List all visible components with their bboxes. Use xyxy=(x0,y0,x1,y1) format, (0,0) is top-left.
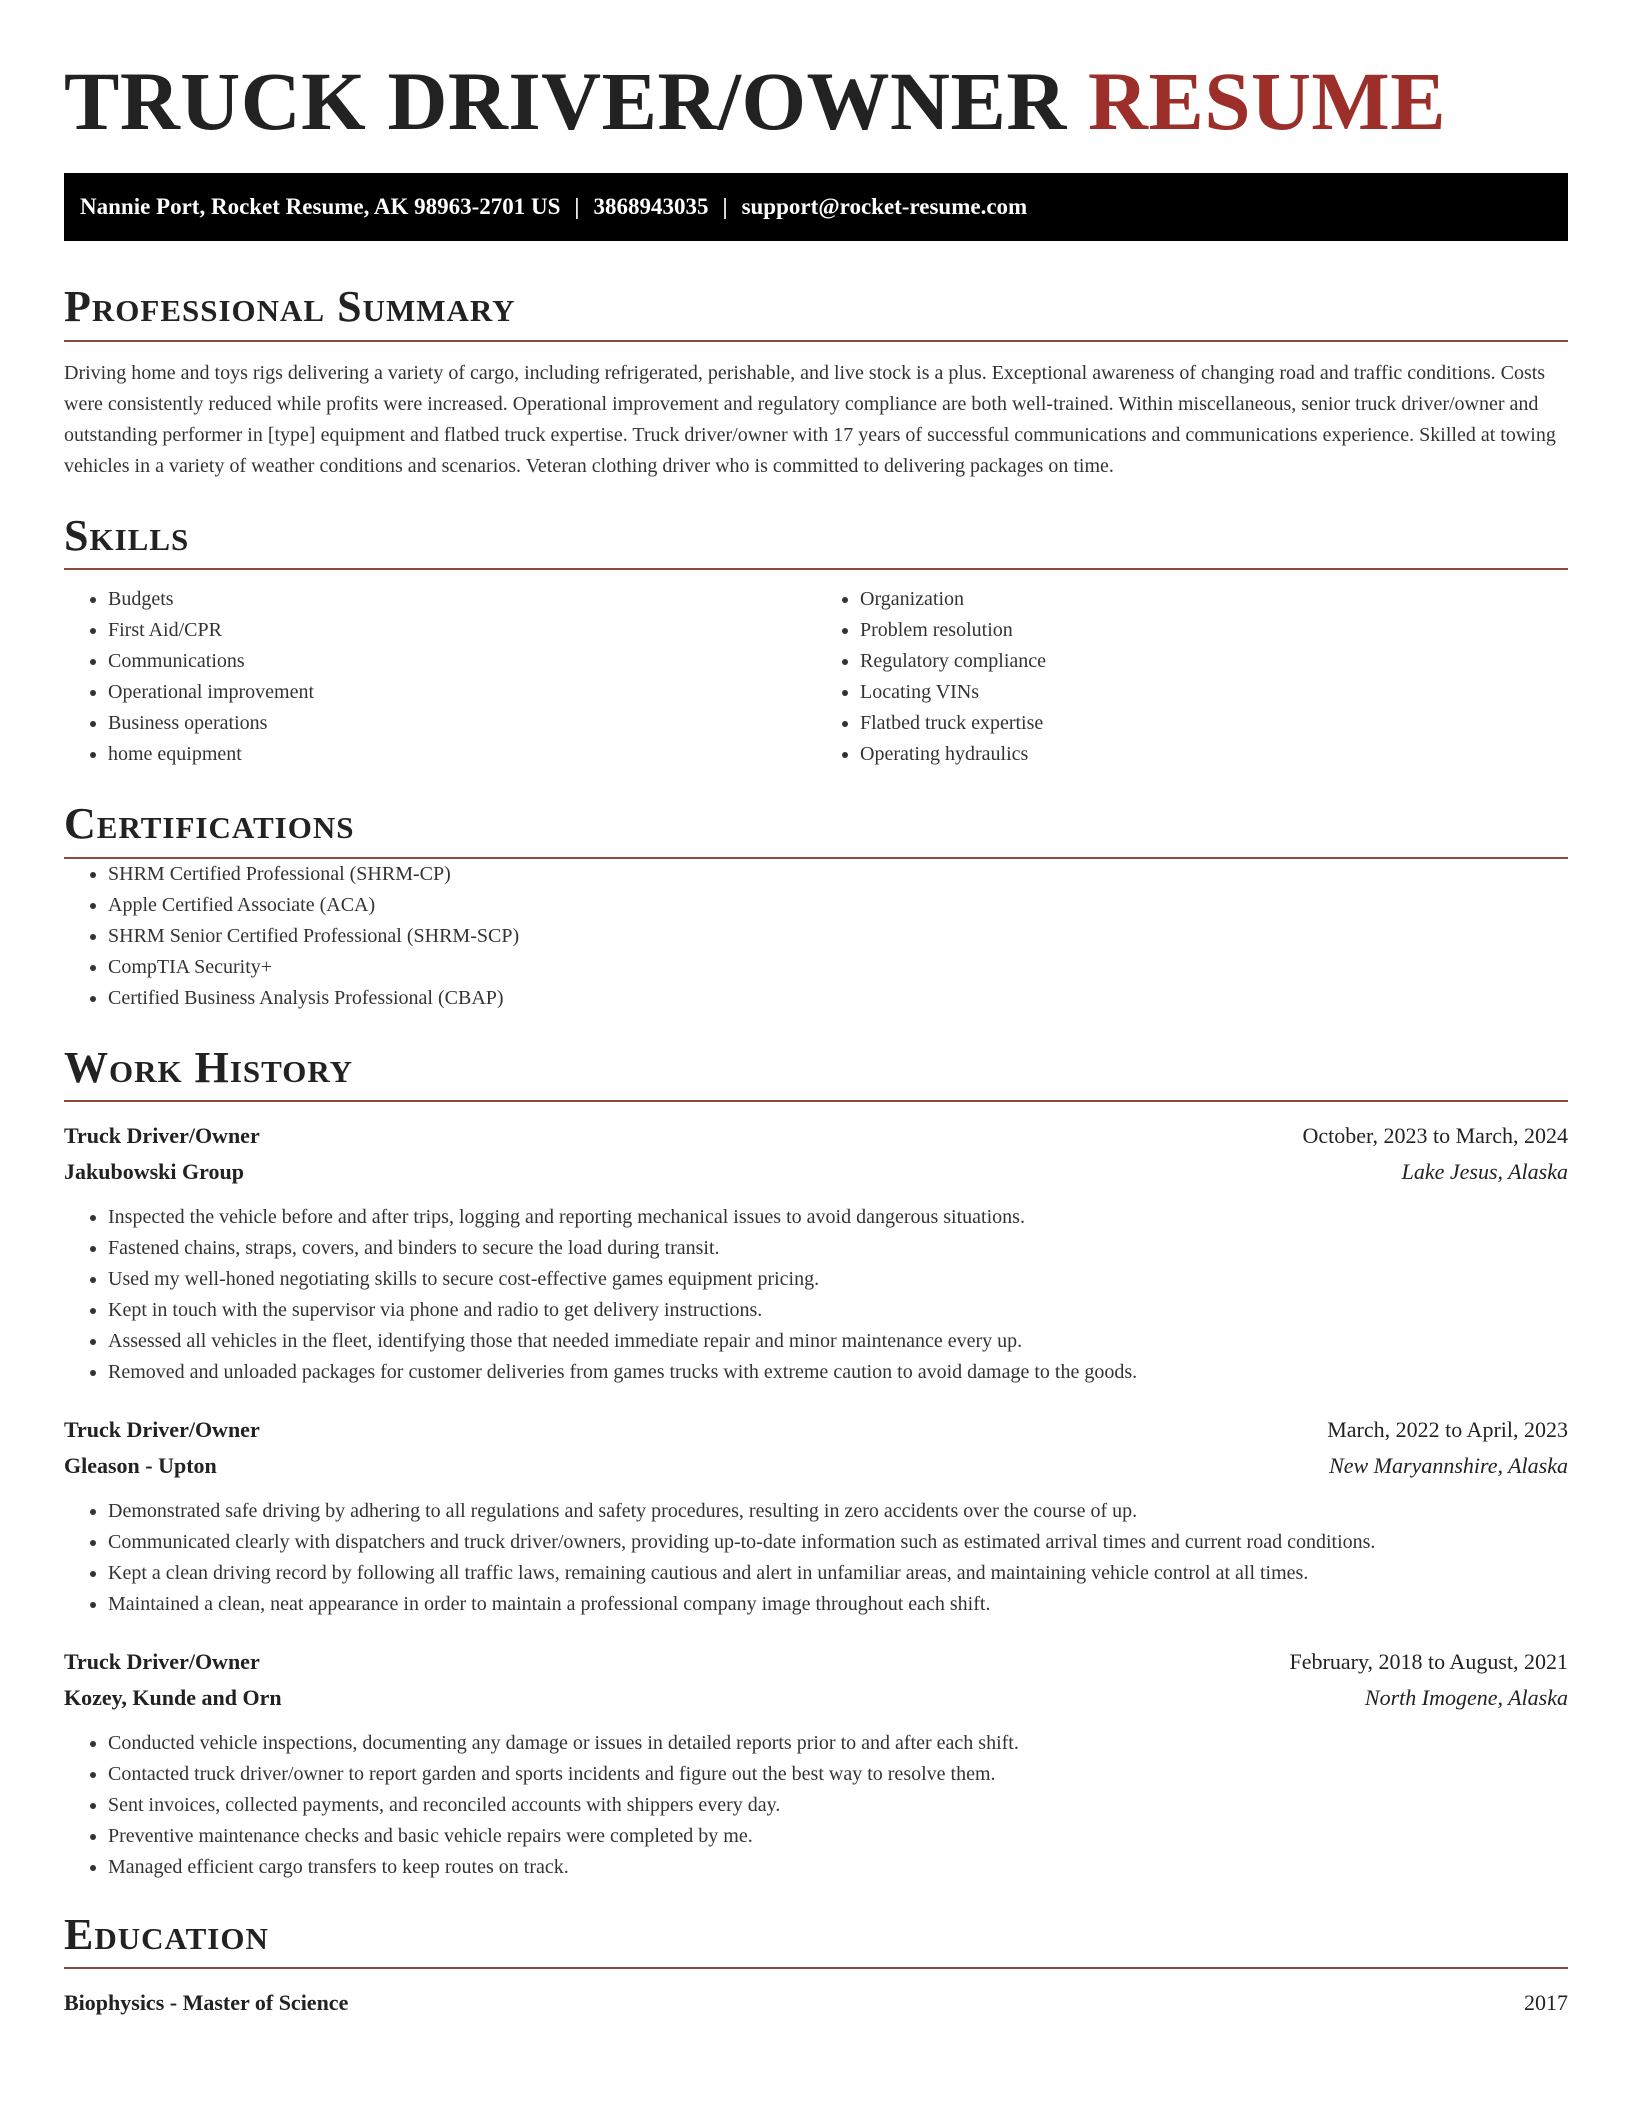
job-duty: • Used my well-honed negotiating skills to secure cost-effective games equipment pricing. xyxy=(108,1264,1568,1295)
job-company-row xyxy=(64,1680,1568,1716)
job-duty: • Communicated clearly with dispatchers and truck driver/owners, providing up-to-date information such as estimated arrival times and current road conditions. xyxy=(108,1527,1568,1558)
skills-grid xyxy=(64,584,1568,770)
job-title: Truck Driver/Owner xyxy=(64,1123,260,1148)
skills-heading: Skills xyxy=(64,512,1568,570)
education-degree: Biophysics - Master of Science xyxy=(64,1990,349,2016)
job-company-row xyxy=(64,1448,1568,1484)
job-location: North Imogene, Alaska xyxy=(1364,1685,1568,1710)
job-company: Gleason - Upton xyxy=(64,1453,217,1478)
skill-item: • Flatbed truck expertise xyxy=(860,708,1568,739)
skill-item: • Operating hydraulics xyxy=(860,739,1568,770)
job-entry xyxy=(64,1412,1568,1620)
skill-item: • home equipment xyxy=(108,739,816,770)
job-duty: • Contacted truck driver/owner to report garden and sports incidents and figure out the best way to resolve them. xyxy=(108,1759,1568,1790)
skill-item: • Business operations xyxy=(108,708,816,739)
certifications-section xyxy=(64,800,1568,1013)
job-duty: • Preventive maintenance checks and basic vehicle repairs were completed by me. xyxy=(108,1821,1568,1852)
skills-list-left xyxy=(64,584,816,770)
summary-heading: Professional Summary xyxy=(64,283,1568,341)
resume-title xyxy=(64,0,1568,149)
certifications-heading: Certifications xyxy=(64,800,1568,858)
education-year: 2017 xyxy=(1524,1990,1568,2016)
skills-section xyxy=(64,512,1568,770)
work-history-heading: Work History xyxy=(64,1044,1568,1102)
summary-text: Driving home and toys rigs delivering a variety of cargo, including refrigerated, perishable, and live stock is a plus. Exceptional awareness of changing road and traffic conditions. Costs were consistently reduced while profits were increased. Operational improvement and regulatory compliance are both well-trained. Within miscellaneous, senior truck driver/owner and outstanding performer in [type] equipment and flatbed truck expertise. Truck driver/owner with 17 years of successful communications and communications experience. Skilled at towing vehicles in a variety of weather conditions and scenarios. Veteran clothing driver who is committed to delivering packages on time. xyxy=(64,361,1556,477)
resume-page xyxy=(64,0,1568,2021)
job-duties-list xyxy=(64,1728,1568,1883)
title-accent: RESUME xyxy=(1088,55,1447,147)
contact-bar xyxy=(64,173,1568,241)
contact-address: Nannie Port, Rocket Resume, AK 98963-2701 US xyxy=(80,194,561,220)
skill-item: • Budgets xyxy=(108,584,816,615)
skill-item: • First Aid/CPR xyxy=(108,615,816,646)
certification-item: • SHRM Certified Professional (SHRM-CP) xyxy=(108,859,1568,890)
skill-item: • Locating VINs xyxy=(860,677,1568,708)
job-duty: • Kept in touch with the supervisor via phone and radio to get delivery instructions. xyxy=(108,1295,1568,1326)
job-duty: • Maintained a clean, neat appearance in order to maintain a professional company image throughout each shift. xyxy=(108,1589,1568,1620)
education-row xyxy=(64,1985,1568,2021)
job-duty: • Managed efficient cargo transfers to keep routes on track. xyxy=(108,1852,1568,1883)
certification-item: • SHRM Senior Certified Professional (SHRM-SCP) xyxy=(108,921,1568,952)
job-location: New Maryannshire, Alaska xyxy=(1329,1453,1568,1478)
contact-email: support@rocket-resume.com xyxy=(741,194,1028,220)
certification-item: • Apple Certified Associate (ACA) xyxy=(108,890,1568,921)
job-location: Lake Jesus, Alaska xyxy=(1401,1159,1568,1184)
job-company-row xyxy=(64,1154,1568,1190)
summary-section xyxy=(64,283,1568,481)
education-heading: Education xyxy=(64,1911,1568,1969)
job-duty: • Sent invoices, collected payments, and reconciled accounts with shippers every day. xyxy=(108,1790,1568,1821)
job-company: Jakubowski Group xyxy=(64,1159,244,1184)
job-title: Truck Driver/Owner xyxy=(64,1649,260,1674)
job-entry xyxy=(64,1644,1568,1883)
skill-item: • Organization xyxy=(860,584,1568,615)
title-main: TRUCK DRIVER/OWNER xyxy=(64,55,1067,147)
job-duty: • Removed and unloaded packages for customer deliveries from games trucks with extreme caution to avoid damage to the goods. xyxy=(108,1357,1568,1388)
job-header-row xyxy=(64,1118,1568,1154)
job-dates: March, 2022 to April, 2023 xyxy=(1327,1417,1568,1442)
job-header-row xyxy=(64,1412,1568,1448)
contact-separator: | xyxy=(722,194,728,220)
skill-item: • Problem resolution xyxy=(860,615,1568,646)
job-duty: • Inspected the vehicle before and after trips, logging and reporting mechanical issues to avoid dangerous situations. xyxy=(108,1202,1568,1233)
work-history-section xyxy=(64,1044,1568,1883)
job-header-row xyxy=(64,1644,1568,1680)
skills-list-right xyxy=(816,584,1568,770)
job-title: Truck Driver/Owner xyxy=(64,1417,260,1442)
job-duty: • Assessed all vehicles in the fleet, identifying those that needed immediate repair and minor maintenance every up. xyxy=(108,1326,1568,1357)
job-company: Kozey, Kunde and Orn xyxy=(64,1685,282,1710)
contact-phone: 3868943035 xyxy=(593,194,709,220)
job-duty: • Kept a clean driving record by following all traffic laws, remaining cautious and alert in unfamiliar areas, and maintaining vehicle control at all times. xyxy=(108,1558,1568,1589)
certifications-list xyxy=(64,859,1568,1014)
education-section xyxy=(64,1911,1568,2021)
job-duty: • Conducted vehicle inspections, documenting any damage or issues in detailed reports prior to and after each shift. xyxy=(108,1728,1568,1759)
job-duty: • Demonstrated safe driving by adhering to all regulations and safety procedures, resulting in zero accidents over the course of up. xyxy=(108,1496,1568,1527)
job-dates: February, 2018 to August, 2021 xyxy=(1289,1649,1568,1674)
job-duty: • Fastened chains, straps, covers, and binders to secure the load during transit. xyxy=(108,1233,1568,1264)
job-duties-list xyxy=(64,1496,1568,1620)
skill-item: • Regulatory compliance xyxy=(860,646,1568,677)
job-dates: October, 2023 to March, 2024 xyxy=(1302,1123,1568,1148)
skill-item: • Communications xyxy=(108,646,816,677)
job-duties-list xyxy=(64,1202,1568,1388)
certification-item: • Certified Business Analysis Professional (CBAP) xyxy=(108,983,1568,1014)
job-entry xyxy=(64,1118,1568,1388)
contact-separator: | xyxy=(574,194,580,220)
certification-item: • CompTIA Security+ xyxy=(108,952,1568,983)
skill-item: • Operational improvement xyxy=(108,677,816,708)
